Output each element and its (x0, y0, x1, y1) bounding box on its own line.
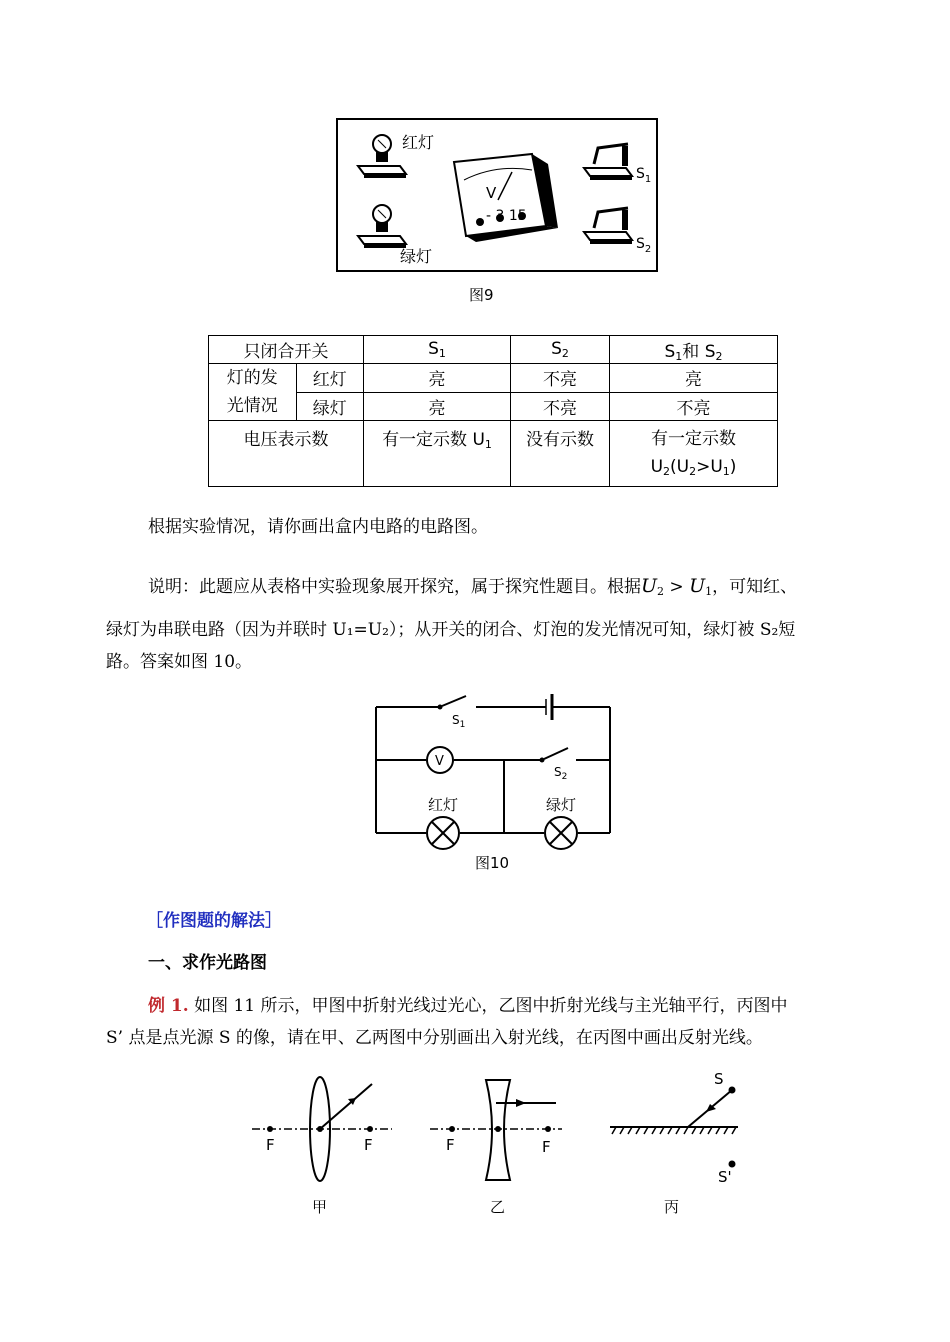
explanation-line-2: 绿灯为串联电路（因为并联时 U₁=U₂）；从开关的闭合、灯泡的发光情况可知，绿灯被 S₂短 (106, 620, 796, 640)
figure-11-bing (608, 1062, 748, 1222)
experiment-table (208, 335, 778, 487)
subsection-title: 一、求作光路图 (148, 953, 267, 973)
header-cell-switch: 只闭合开关 (209, 336, 364, 364)
figure-9-drawing (336, 118, 658, 272)
red-lamp-icon (427, 817, 459, 849)
fig9-s1-label: $S_1$ (636, 166, 652, 185)
table-row-red (209, 364, 778, 393)
example-label: 例 1. (148, 996, 189, 1016)
yi-concave-lens-diagram (430, 1072, 570, 1222)
fig9-s2-label: $S_2$ (636, 236, 652, 255)
example-line-2: S’ 点是点光源 S 的像，请在甲、乙两图中分别画出入射光线，在丙图中画出反射光线。 (106, 1028, 763, 1048)
bing-s-prime-label: S' (718, 1168, 732, 1186)
jia-label: 甲 (312, 1198, 328, 1216)
green-lamp-icon (545, 817, 577, 849)
figure-10-circuit (370, 690, 620, 870)
header-cell-both: $S_1$和 $S_2$ (610, 336, 778, 364)
jia-convex-lens-diagram (252, 1072, 392, 1222)
explanation-line-1: 说明：此题应从表格中实验现象展开探究，属于探究性题目。根据$U_2 > U_1$，可知红、 (148, 575, 798, 598)
fig9-red-lamp-label: 红灯 (402, 133, 435, 152)
fig10-s1-label: $S_1$ (452, 713, 466, 730)
volt-s2-cell: 没有示数 (511, 421, 610, 487)
fig10-s2-label: $S_2$ (554, 765, 568, 782)
switch-s1-icon (584, 144, 632, 180)
table-header-row (209, 336, 778, 364)
figure-11-yi (430, 1072, 570, 1222)
yi-f-right: F (542, 1138, 551, 1156)
fig9-green-lamp-label: 绿灯 (400, 247, 433, 266)
bing-label: 丙 (664, 1198, 680, 1216)
switch-s2-icon (540, 748, 569, 763)
section-title: ［作图题的解法］ (146, 911, 282, 931)
bing-plane-mirror-diagram (608, 1062, 748, 1222)
green-s1-cell: 亮 (364, 392, 511, 421)
volt-label-cell: 电压表示数 (209, 421, 364, 487)
fig10-green-lamp-label: 绿灯 (546, 796, 577, 814)
yi-label: 乙 (490, 1198, 506, 1216)
voltmeter-icon (454, 154, 558, 242)
figure-9-caption: 图9 (469, 286, 494, 304)
bing-s-label: S (714, 1070, 724, 1088)
switch-s2-icon (584, 208, 632, 244)
figure-10 (370, 690, 620, 870)
red-both-cell: 亮 (610, 364, 778, 393)
red-lamp-icon (358, 135, 406, 178)
green-s2-cell: 不亮 (511, 392, 610, 421)
fig10-red-lamp-label: 红灯 (428, 796, 459, 814)
example-line-1: 例 1. 如图 11 所示，甲图中折射光线过光心，乙图中折射光线与主光轴平行，丙图中 (148, 996, 788, 1016)
jia-f-left: F (266, 1136, 275, 1154)
red-s2-cell: 不亮 (511, 364, 610, 393)
green-lamp-icon (358, 205, 406, 248)
figure-9 (336, 118, 658, 272)
arrow-icon (516, 1099, 526, 1107)
volt-s1-cell: 有一定示数 $U_1$ (364, 421, 511, 487)
volt-both-cell: 有一定示数 $U_2(U_2>U_1)$ (610, 421, 778, 487)
jia-f-right: F (364, 1136, 373, 1154)
table-row-volt (209, 421, 778, 487)
question-text: 根据实验情况，请你画出盒内电路的电路图。 (148, 517, 488, 537)
header-cell-s1: $S_1$ (364, 336, 511, 364)
figure-10-caption: 图10 (475, 854, 510, 872)
explanation-line-3: 路。答案如图 10。 (106, 652, 253, 672)
green-lamp-cell: 绿灯 (296, 392, 363, 421)
switch-s1-icon (438, 696, 467, 710)
fig10-meter-symbol: V (435, 754, 444, 769)
row-group-cell: 灯的发 光情况 (209, 364, 297, 421)
battery-icon (546, 694, 552, 720)
figure-11-jia (252, 1072, 392, 1222)
header-cell-s2: $S_2$ (511, 336, 610, 364)
yi-f-left: F (446, 1136, 455, 1154)
fig9-meter-symbol: V (486, 184, 497, 202)
red-lamp-cell: 红灯 (296, 364, 363, 393)
red-s1-cell: 亮 (364, 364, 511, 393)
fig9-meter-terminals: - 3 15 (486, 208, 527, 224)
green-both-cell: 不亮 (610, 392, 778, 421)
